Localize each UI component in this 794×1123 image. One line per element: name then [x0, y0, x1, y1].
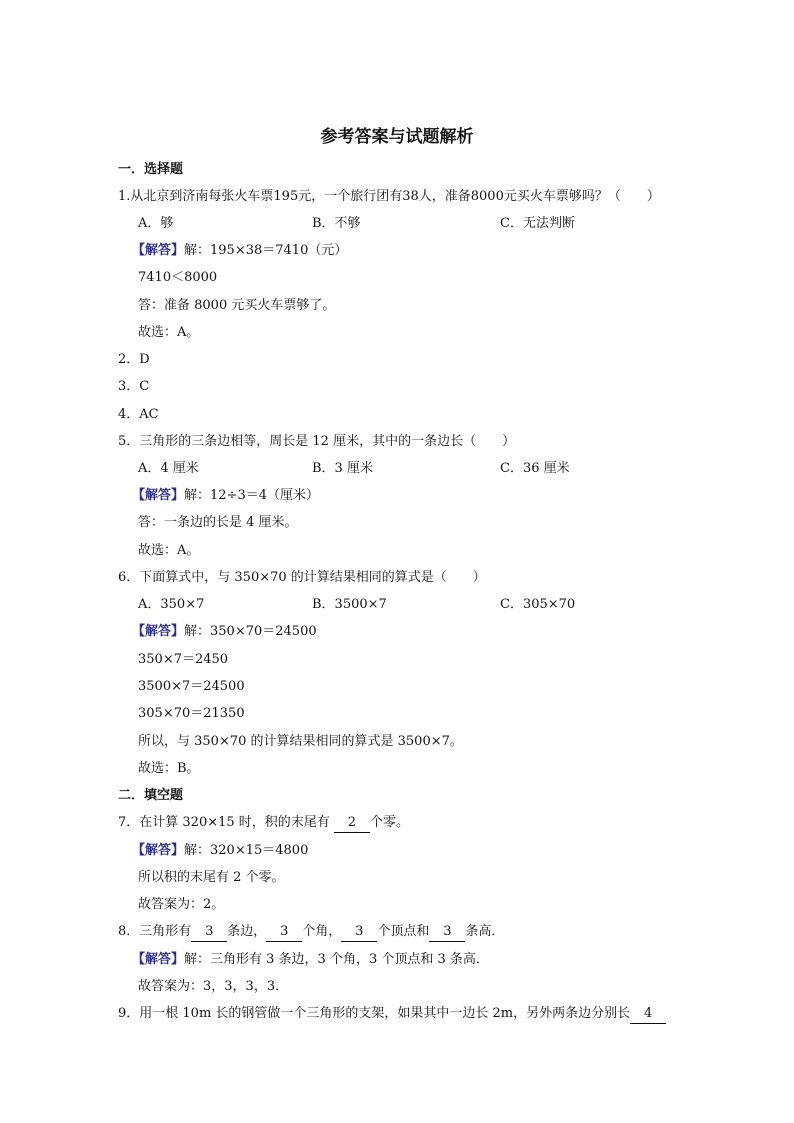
q7-solution-line-2: 所以积的末尾有 2 个零。 — [138, 870, 285, 885]
q1-solution-line-3: 答：准备 8000 元买火车票够了。 — [138, 298, 336, 313]
q6-option-a: A．350×7 — [138, 597, 205, 612]
question-2-answer: 2．D — [118, 352, 150, 367]
q7-solution-text: 解：320×15＝4800 — [184, 843, 309, 858]
q6-solution-line-2: 350×7＝2450 — [138, 652, 229, 667]
q9-text: 9．用一根 10m 长的钢管做一个三角形的支架，如果其中一边长 2m，另外两条边分别长 — [118, 1006, 631, 1021]
q1-solution-line-1 — [132, 242, 347, 260]
q8-solution-text: 解：三角形有 3 条边，3 个角，3 个顶点和 3 条高． — [184, 952, 489, 967]
q7-text-before: 7．在计算 320×15 时，积的末尾有 — [118, 815, 330, 830]
section-heading-choice: 一．选择题 — [118, 162, 184, 177]
q7-text-after: 个零。 — [369, 815, 409, 830]
q8-blank-3: 3 — [341, 923, 377, 942]
q6-option-b: B．3500×7 — [312, 597, 387, 612]
q6-solution-line-5: 所以，与 350×70 的计算结果相同的算式是 3500×7。 — [138, 734, 463, 749]
q1-option-b: B．不够 — [312, 216, 361, 231]
q7-solution-line-1 — [132, 842, 308, 860]
question-8-stem — [118, 923, 504, 942]
q1-choose: 故选：A。 — [138, 325, 200, 340]
q8-text-4: 个顶点和 — [377, 924, 430, 939]
q5-option-b: B．3 厘米 — [312, 461, 373, 476]
q6-solution-text: 解：350×70＝24500 — [184, 624, 317, 639]
q8-text-1: 8．三角形有 — [118, 924, 192, 939]
q5-option-c: C．36 厘米 — [500, 461, 570, 476]
q6-option-c: C．305×70 — [500, 597, 576, 612]
q8-text-2: 条边， — [227, 924, 267, 939]
answer-tag: 【解答】 — [132, 488, 185, 503]
q1-solution-line-2: 7410＜8000 — [138, 270, 218, 285]
q7-blank: 2 — [334, 814, 370, 833]
q5-solution-line-1 — [132, 487, 319, 505]
q6-solution-line-3: 3500×7＝24500 — [138, 679, 245, 694]
question-7-stem — [118, 814, 409, 833]
question-3-answer: 3．C — [118, 379, 150, 394]
q8-answer: 故答案为：3，3，3，3． — [138, 979, 289, 994]
answer-tag: 【解答】 — [132, 843, 185, 858]
question-4-answer: 4．AC — [118, 407, 159, 422]
q1-option-a: A．够 — [138, 216, 174, 231]
q8-blank-4: 3 — [429, 923, 465, 942]
q8-blank-2: 3 — [266, 923, 302, 942]
question-1-stem: 1.从北京到济南每张火车票195元，一个旅行团有38人，准备8000元买火车票够吗？（ ） — [118, 189, 660, 204]
q5-solution-line-2: 答：一条边的长是 4 厘米。 — [138, 515, 298, 530]
answer-tag: 【解答】 — [132, 243, 185, 258]
q5-solution-text: 解：12÷3＝4（厘米） — [184, 488, 319, 503]
q6-solution-line-4: 305×70＝21350 — [138, 706, 245, 721]
question-9-stem — [118, 1005, 666, 1024]
q9-blank: 4 — [630, 1005, 666, 1024]
q1-solution-text: 解：195×38＝7410（元） — [184, 243, 348, 258]
question-5-stem: 5．三角形的三条边相等，周长是 12 厘米，其中的一条边长（ ） — [118, 434, 516, 449]
q8-solution-line-1 — [132, 951, 489, 969]
q7-answer: 故答案为：2。 — [138, 897, 225, 912]
q6-choose: 故选：B。 — [138, 761, 200, 776]
question-6-stem: 6．下面算式中，与 350×70 的计算结果相同的算式是（ ） — [118, 570, 486, 585]
q8-text-3: 个角， — [302, 924, 342, 939]
q1-option-c: C．无法判断 — [500, 216, 575, 231]
page-title: 参考答案与试题解析 — [320, 127, 474, 147]
q5-choose: 故选：A。 — [138, 543, 200, 558]
answer-tag: 【解答】 — [132, 624, 185, 639]
answer-tag: 【解答】 — [132, 952, 185, 967]
q8-blank-1: 3 — [191, 923, 227, 942]
q6-solution-line-1 — [132, 623, 317, 641]
section-heading-fill: 二．填空题 — [118, 788, 184, 803]
q8-text-5: 条高． — [465, 924, 505, 939]
q5-option-a: A．4 厘米 — [138, 461, 199, 476]
